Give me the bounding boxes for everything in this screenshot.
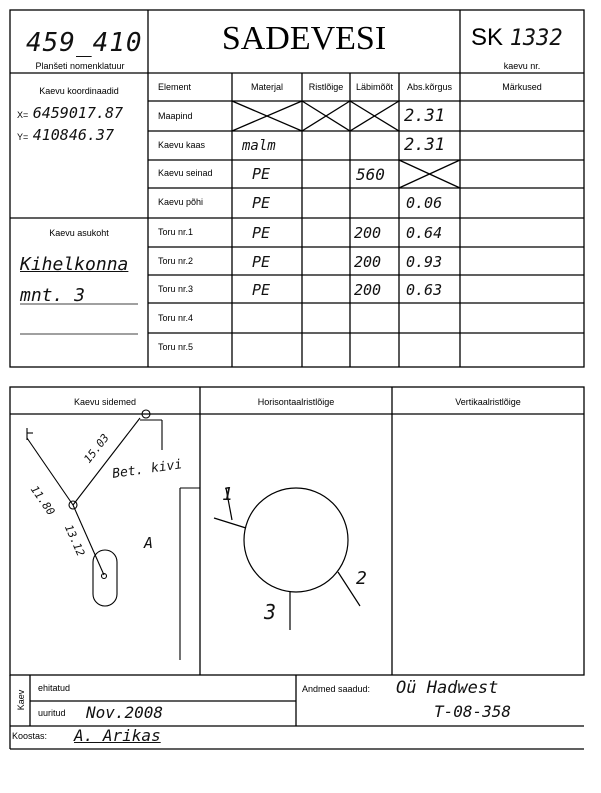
row-material: PE [252,281,271,299]
col-header-cross-section: Ristlõige [308,82,344,92]
coordinates-label: Kaevu koordinaadid [39,86,119,96]
horizontal-section-drawing [214,488,360,630]
row-abs-height: 0.64 [406,224,443,242]
kaev-label: Kaev [16,689,26,711]
location-label: Kaevu asukoht [49,228,109,238]
sketch-label-bet-kivi: Bet. kivi [111,457,184,482]
col-header-material: Materjal [250,82,283,92]
coordinate-x [17,104,123,123]
built-label: ehitatud [38,683,71,693]
document-title: SADEVESI [221,20,387,57]
row-material: malm [242,138,276,154]
sketch-label-area: A [144,534,154,552]
sketch-header-connections: Kaevu sidemed [73,397,137,407]
row-diameter: 200 [354,224,382,242]
row-element: Toru nr.1 [158,227,194,237]
col-header-diameter: Läbimõõt [355,82,394,92]
location-line2: mnt. 3 [20,285,86,306]
coordinate-y-value: 410846.37 [32,126,114,144]
well-number [471,24,563,52]
sheet-nomenclature-label: Planšeti nomenklatuur [35,61,125,71]
location-line1: Kihelkonna [20,254,129,275]
row-abs-height: 0.63 [406,281,443,299]
well-number-value: 1332 [509,26,563,51]
row-element: Kaevu kaas [158,140,206,150]
row-material: PE [252,165,271,183]
sketch-header-horizontal: Horisontaalristlõige [257,397,335,407]
row-abs-height: 2.31 [404,135,445,155]
row-element: Kaevu seinad [158,168,213,178]
sketch-label-distance: 11.80 [27,483,58,518]
data-source-value: Oü Hadwest [396,678,499,698]
row-diameter: 560 [356,165,385,184]
coordinate-x-prefix: X= [17,110,29,120]
row-element: Kaevu põhi [158,197,204,207]
row-diameter: 200 [354,281,382,299]
pipe-label: 2 [356,568,367,589]
row-element: Toru nr.3 [158,284,194,294]
row-element: Toru nr.5 [158,342,194,352]
sketch-label-distance: 13.12 [61,522,88,559]
sketch-header-vertical: Vertikaalristlõige [455,397,521,407]
pipe-label: 1 [222,484,233,505]
row-element: Toru nr.4 [158,313,194,323]
compiled-label: Koostas: [12,731,48,741]
col-header-abs-height: Abs.kõrgus [406,82,453,92]
compiled-value: A. Arikas [74,726,161,745]
data-source-ref: T-08-358 [434,702,512,721]
row-abs-height: 0.93 [406,253,443,271]
row-abs-height: 0.06 [406,194,443,212]
pipe-label: 3 [264,600,277,624]
coordinate-x-value: 6459017.87 [32,104,124,122]
col-header-element: Element [158,82,192,92]
row-element: Maapind [158,111,193,121]
row-material: PE [252,224,271,242]
coordinate-y-prefix: Y= [17,132,29,142]
row-material: PE [252,194,271,212]
coordinate-y [17,126,114,145]
col-header-notes: Märkused [502,82,542,92]
row-material: PE [252,253,271,271]
surveyed-label: uuritud [38,708,66,718]
well-number-label: kaevu nr. [503,61,541,71]
sketch-label-distance: 15.03 [81,431,112,466]
well-number-prefix: SK [471,24,504,51]
data-source-label: Andmed saadud: [302,684,371,694]
sheet-nomenclature-value: 459_410 [26,28,143,58]
row-element: Toru nr.2 [158,256,194,266]
row-abs-height: 2.31 [404,106,445,126]
row-diameter: 200 [354,253,382,271]
surveyed-value: Nov.2008 [86,703,164,722]
site-sketch [27,410,200,660]
